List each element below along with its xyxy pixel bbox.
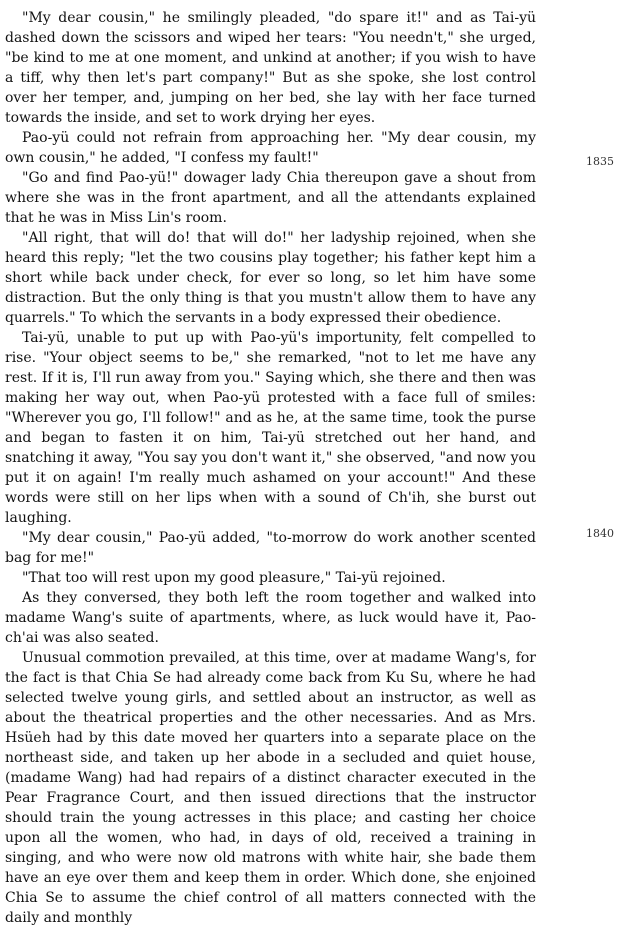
paragraph: Unusual commotion prevailed, at this time, over at madame Wang's, for the fact is that Chia Se had already come back from Ku Su, where he had selected twelve young girls, and settled about an instructor, as well as about the theatrical properties and the other necessaries. And as Mrs. Hsüeh had by this date moved her quarters into a separate place on the northeast side, and taken up her abode in a secluded and quiet house, (madame Wang) had had repairs of a distinct character executed in the Pear Fragrance Court, and then issued directions that the instructor should train the young actresses in this place; and casting her choice upon all the women, who had, in days of old, received a training in singing, and who were now old matrons with white hair, she bade them have an eye over them and keep them in order. Which done, she enjoined Chia Se to assume the chief control of all matters connected with the daily and monthly	[5, 650, 536, 926]
paragraph: "That too will rest upon my good pleasure," Tai-yü rejoined.	[22, 570, 446, 586]
paragraph: "My dear cousin," Pao-yü added, "to-morrow do work another scented bag for me!"	[5, 530, 536, 566]
paragraph: Tai-yü, unable to put up with Pao-yü's importunity, felt compelled to rise. "Your object seems to be," she remarked, "not to let me have any rest. If it is, I'll run away from you." Saying which, she there and then was making her way out, when Pao-yü protested with a face full of smiles: "Wherever you go, I'll follow!" and as he, at the same time, took the purse and began to fasten it on him, Tai-yü stretched out her hand, and snatching it away, "You say you don't want it," she observed, "and now you put it on again! I'm really much ashamed on your account!" And these words were still on her lips when with a sound of Ch'ih, she burst out laughing.	[5, 330, 536, 526]
line-number: 1840	[586, 527, 614, 540]
paragraph: "My dear cousin," he smilingly pleaded, "do spare it!" and as Tai-yü dashed down the scissors and wiped her tears: "You needn't," she urged, "be kind to me at one moment, and unkind at another; if you wish to have a tiff, why then let's part company!" But as she spoke, she lost control over her temper, and, jumping on her bed, she lay with her face turned towards the inside, and set to work drying her eyes.	[5, 10, 536, 126]
paragraph: "Go and find Pao-yü!" dowager lady Chia thereupon gave a shout from where she was in the front apartment, and all the attendants explained that he was in Miss Lin's room.	[5, 170, 536, 226]
paragraph: As they conversed, they both left the room together and walked into madame Wang's suite of apartments, where, as luck would have it, Pao-ch'ai was also seated.	[5, 590, 536, 646]
paragraph: "All right, that will do! that will do!" her ladyship rejoined, when she heard this reply; "let the two cousins play together; his father kept him a short while back under check, for ever so long, so let him have some distraction. But the only thing is that you mustn't allow them to have any quarrels." To which the servants in a body expressed their obedience.	[5, 230, 536, 326]
line-number: 1835	[586, 155, 614, 168]
body-text	[5, 8, 536, 928]
paragraph: Pao-yü could not refrain from approaching her. "My dear cousin, my own cousin," he added, "I confess my fault!"	[5, 130, 536, 166]
